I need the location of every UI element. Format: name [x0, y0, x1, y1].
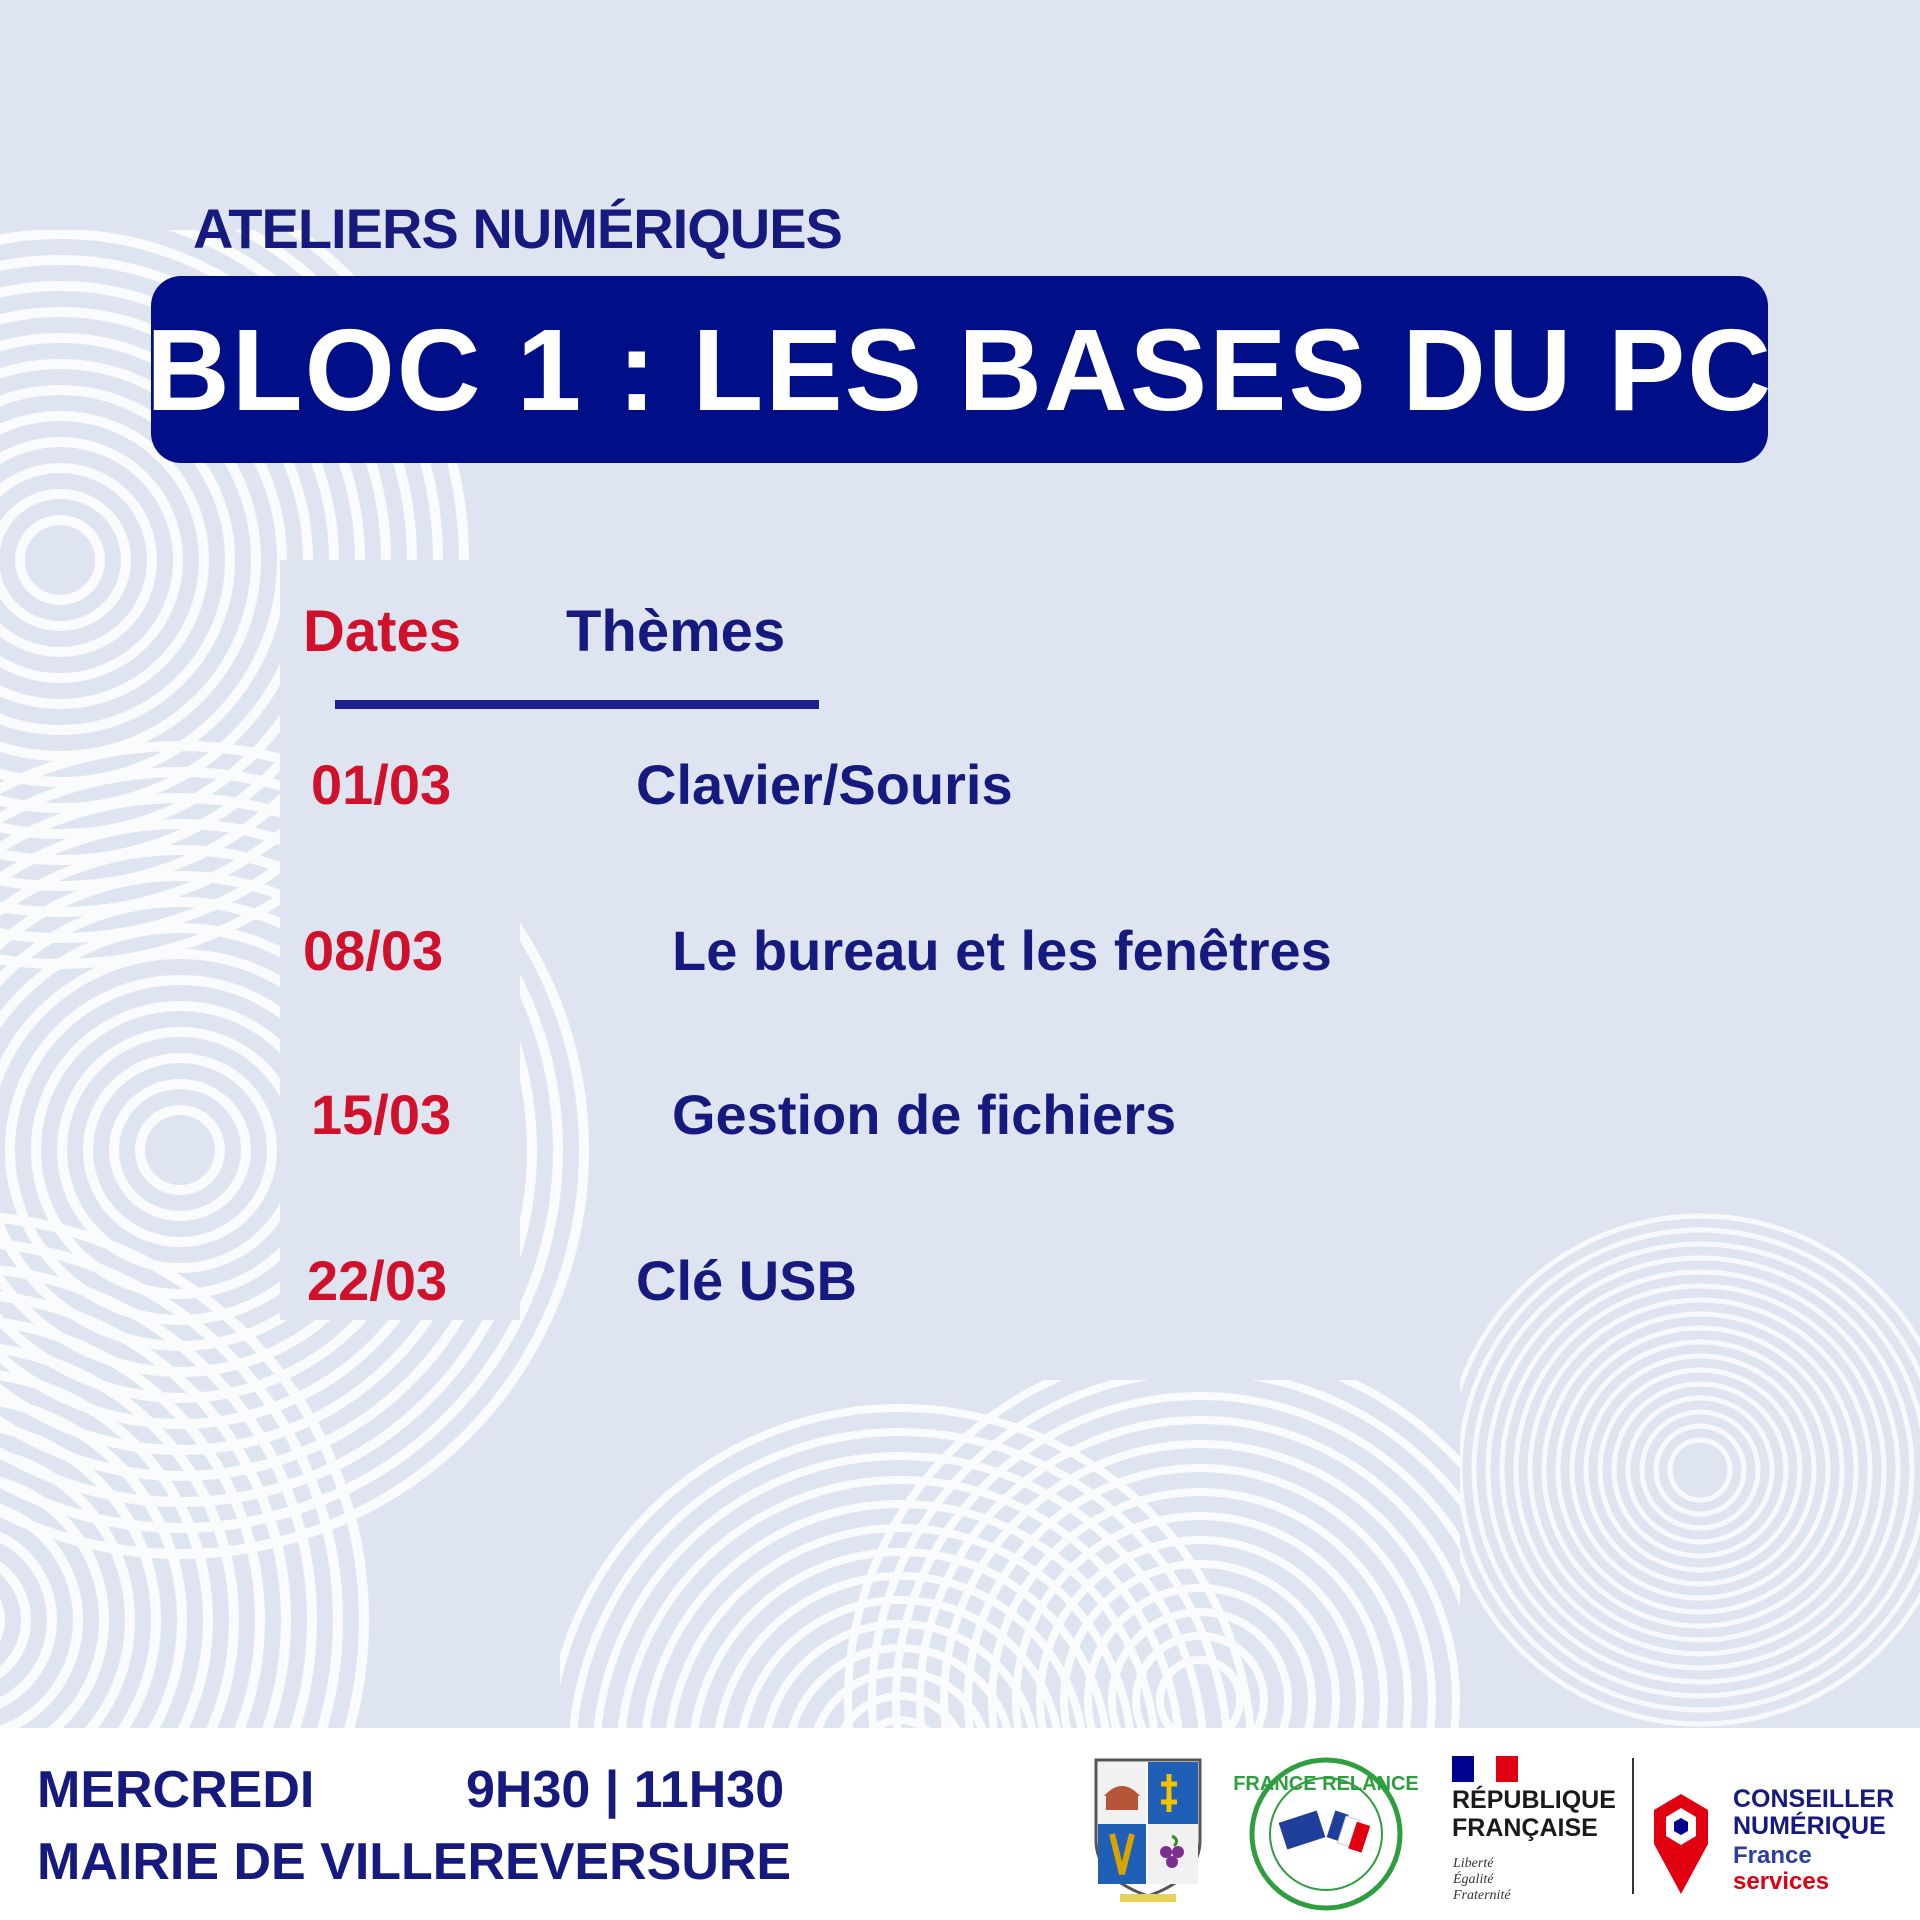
- row-date: 15/03: [311, 1083, 452, 1146]
- row-theme: Clé USB: [636, 1249, 857, 1312]
- row-theme: Gestion de fichiers: [672, 1083, 1177, 1146]
- footer-hours: 9H30 | 11H30: [466, 1761, 785, 1819]
- background-arc: [1628, 1398, 1772, 1542]
- france-relance-logo: [1233, 1756, 1419, 1912]
- background-arc: [140, 1110, 220, 1190]
- background-arc: [1530, 1300, 1870, 1640]
- row-date: 22/03: [307, 1249, 448, 1312]
- row-date: 08/03: [303, 919, 444, 982]
- footer-day: MERCREDI: [37, 1761, 315, 1819]
- kicker-heading: ATELIERS NUMÉRIQUES: [193, 197, 842, 260]
- coat-of-arms-logo: [1090, 1756, 1206, 1906]
- logo-divider: [1632, 1758, 1634, 1894]
- background-arc: [20, 520, 100, 600]
- row-theme: Clavier/Souris: [636, 753, 1013, 816]
- background-arc: [1544, 1314, 1856, 1626]
- conseiller-numerique-pin-icon: [1650, 1792, 1712, 1896]
- page-title: BLOC 1 : LES BASES DU PC: [145, 304, 1774, 435]
- republique-francaise-label: RÉPUBLIQUE FRANÇAISE: [1452, 1786, 1616, 1842]
- background-arc: [1670, 1440, 1730, 1500]
- row-theme: Le bureau et les fenêtres: [672, 919, 1332, 982]
- republique-motto: Liberté Égalité Fraternité: [1453, 1856, 1511, 1903]
- column-header-themes: Thèmes: [566, 599, 786, 664]
- background-arc: [1572, 1342, 1828, 1598]
- background-arc: [1586, 1356, 1814, 1584]
- background-arc: [114, 1084, 246, 1216]
- row-date: 01/03: [311, 753, 452, 816]
- marianne-flag-icon: [1452, 1756, 1520, 1782]
- background-arc: [1502, 1272, 1898, 1668]
- title-banner: [145, 276, 1774, 463]
- column-header-dates: Dates: [303, 599, 461, 664]
- france-relance-text: FRANCE RELANCE: [1233, 1773, 1419, 1795]
- france-services-label: France: [1733, 1842, 1812, 1869]
- background-arc: [1488, 1258, 1912, 1682]
- background-arc: [1642, 1412, 1758, 1528]
- header-divider: [335, 700, 819, 709]
- footer-place: MAIRIE DE VILLEREVERSURE: [37, 1833, 792, 1891]
- services-label: services: [1733, 1868, 1830, 1895]
- background-arc: [62, 1032, 298, 1268]
- conseiller-numerique-label: CONSEILLER NUMÉRIQUE: [1733, 1785, 1895, 1840]
